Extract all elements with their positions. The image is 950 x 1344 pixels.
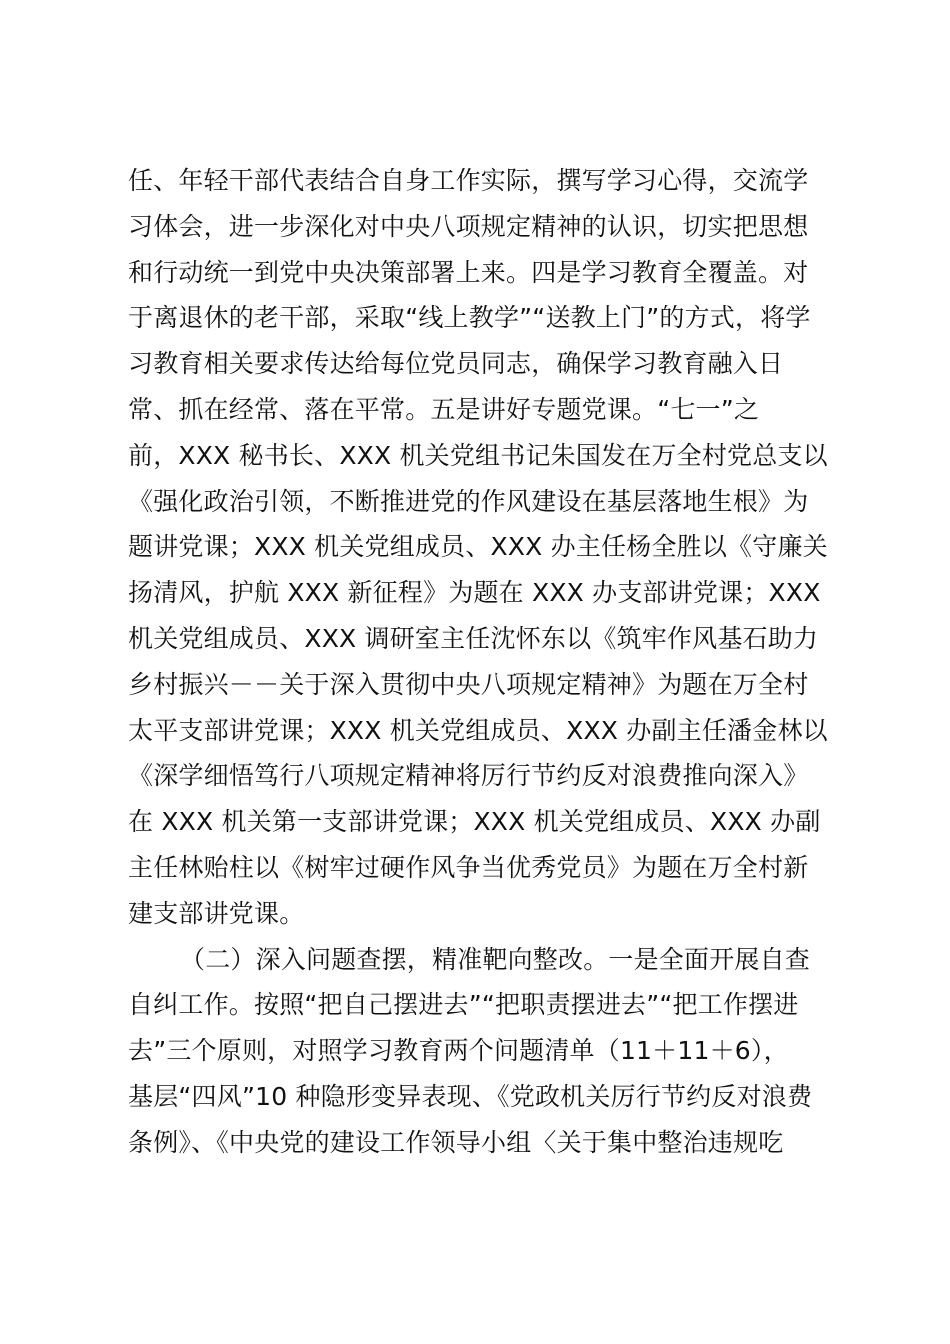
text-line: 《强化政治引领，不断推进党的作风建设在基层落地生根》为: [128, 486, 809, 516]
text-line: 机关党组成员、XXX 调研室主任沈怀东以《筑牢作风基石助力: [128, 623, 819, 653]
text-line: 乡村振兴－－关于深入贯彻中央八项规定精神》为题在万全村: [128, 669, 809, 699]
text-line: 基层“四风”10 种隐形变异表现、《党政机关厉行节约反对浪费: [128, 1081, 813, 1111]
text-line: 任、年轻干部代表结合自身工作实际，撰写学习心得，交流学: [128, 166, 809, 195]
text-line: 常、抓在经常、落在平常。五是讲好专题党课。“七一”之: [128, 394, 760, 424]
body-text: [128, 158, 828, 1166]
text-line: 习体会，进一步深化对中央八项规定精神的认识，切实把思想: [128, 211, 809, 241]
text-line: 扬清风，护航 XXX 新征程》为题在 XXX 办支部讲党课；XXX: [128, 578, 821, 608]
text-line: 前，XXX 秘书长、XXX 机关党组书记朱国发在万全村党总支以: [128, 440, 828, 470]
text-line: 《深学细悟笃行八项规定精神将厉行节约反对浪费推向深入》: [128, 761, 809, 791]
text-line: 去”三个原则，对照学习教育两个问题清单（11＋11＋6），: [128, 1036, 789, 1066]
text-line: 太平支部讲党课；XXX 机关党组成员、XXX 办副主任潘金林以: [128, 715, 828, 745]
section-heading-line: （二）深入问题查摆，精准靶向整改。一是全面开展自查: [180, 944, 811, 974]
text-line: 于离退休的老干部，采取“线上教学”“送教上门”的方式，将学: [128, 303, 811, 333]
text-line: 条例》、《中央党的建设工作领导小组〈关于集中整治违规吃: [128, 1127, 784, 1157]
text-line: 和行动统一到党中央决策部署上来。四是学习教育全覆盖。对: [128, 257, 809, 287]
text-line: 题讲党课；XXX 机关党组成员、XXX 办主任杨全胜以《守廉关: [128, 532, 828, 562]
text-line: 习教育相关要求传达给每位党员同志，确保学习教育融入日: [128, 349, 784, 379]
text-line: 建支部讲党课。: [128, 898, 305, 928]
text-line: 在 XXX 机关第一支部讲党课；XXX 机关党组成员、XXX 办副: [128, 807, 821, 837]
text-line: 自纠工作。按照“把自己摆进去”“把职责摆进去”“把工作摆进: [128, 990, 799, 1020]
text-line: 主任林贻柱以《树牢过硬作风争当优秀党员》为题在万全村新: [128, 852, 809, 882]
